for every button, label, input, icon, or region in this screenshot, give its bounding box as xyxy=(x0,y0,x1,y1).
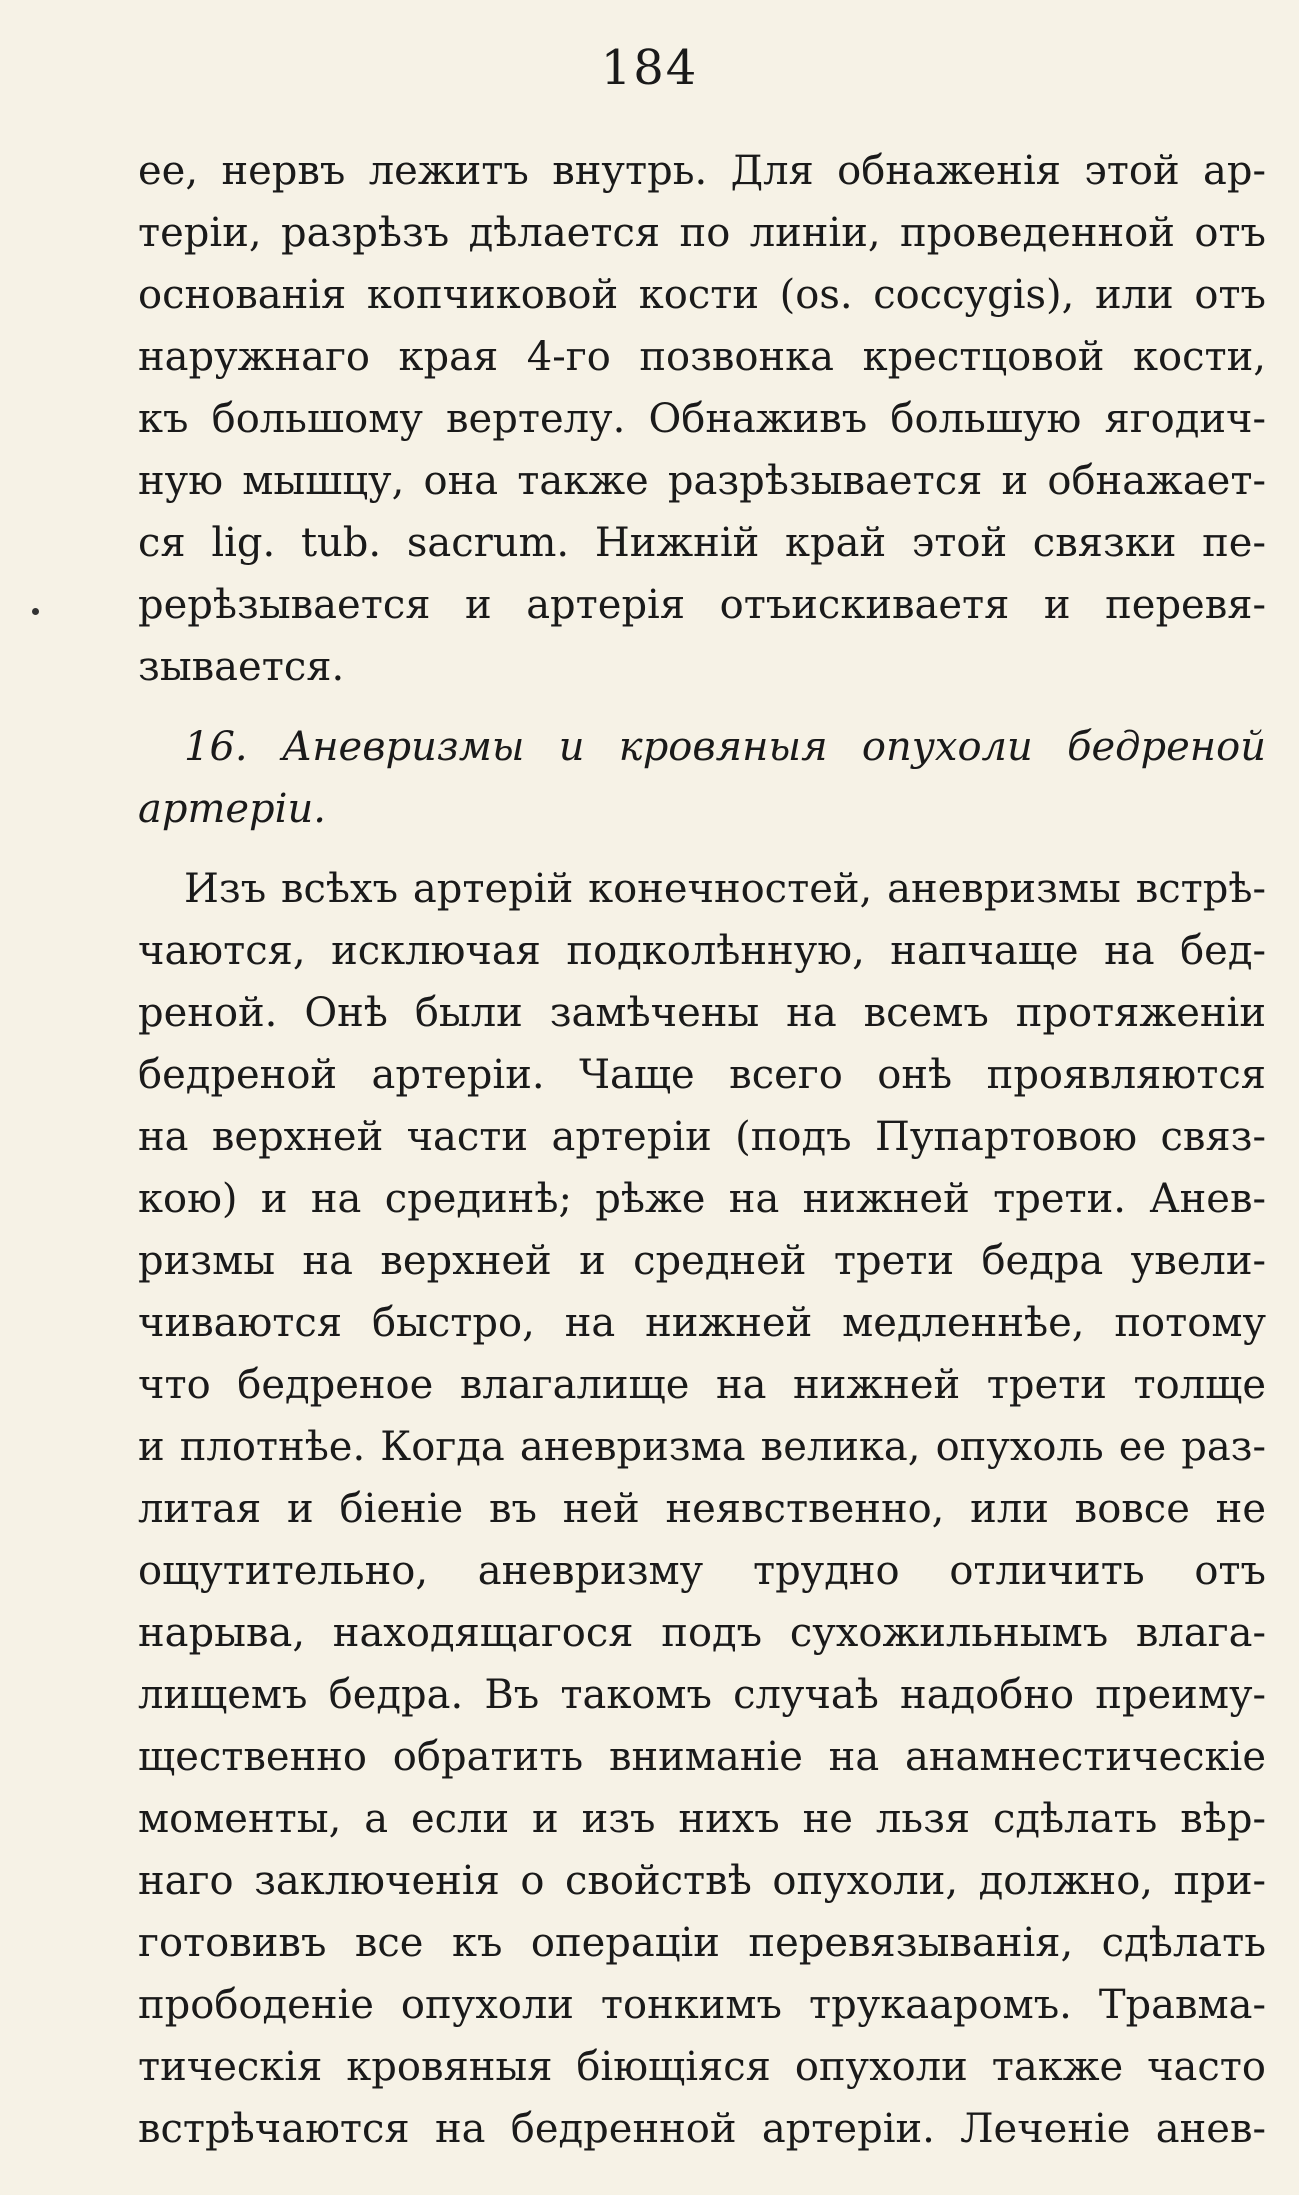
text-line: и плотнѣе. Когда аневризма велика, опухоль ее раз- xyxy=(138,1424,1266,1470)
text-line: прободеніе опухоли тонкимъ трукааромъ. Травма- xyxy=(138,1982,1266,2028)
text-line: лищемъ бедра. Въ такомъ случаѣ надобно преиму- xyxy=(138,1672,1266,1718)
text-line: ощутительно, аневризму трудно отличить отъ xyxy=(138,1548,1266,1594)
text-line: ную мышцу, она также разрѣзывается и обнажает- xyxy=(138,458,1266,504)
text-line: чиваются быстро, на нижней медленнѣе, потому xyxy=(138,1300,1266,1346)
page-number: 184 xyxy=(600,40,699,96)
text-line: ся lig. tub. sacrum. Нижній край этой связки пе- xyxy=(138,520,1266,566)
text-line: бедреной артеріи. Чаще всего онѣ проявляются xyxy=(138,1052,1266,1098)
text-line: ее, нервъ лежитъ внутрь. Для обнаженія этой ар- xyxy=(138,148,1266,194)
section-heading: 16. Аневризмы и кровяныя опухоли бедреной xyxy=(184,724,1266,770)
text-line: чаются, исключая подколѣнную, напчаще на бед- xyxy=(138,928,1266,974)
text-line: рерѣзывается и артерія отъискиваетя и перевя- xyxy=(138,582,1266,628)
text-line: литая и біеніе въ ней неявственно, или вовсе не xyxy=(138,1486,1266,1532)
text-line: тическія кровяныя біющіяся опухоли также часто xyxy=(138,2044,1266,2090)
text-line: нарыва, находящагося подъ сухожильнымъ влага- xyxy=(138,1610,1266,1656)
margin-mark xyxy=(32,608,39,615)
text-line: наго заключенія о свойствѣ опухоли, должно, при- xyxy=(138,1858,1266,1904)
text-line: основанія копчиковой кости (os. coccygis), или отъ xyxy=(138,272,1266,318)
text-line: кою) и на срединѣ; рѣже на нижней трети. Анев- xyxy=(138,1176,1266,1222)
text-line: теріи, разрѣзъ дѣлается по линіи, проведенной отъ xyxy=(138,210,1266,256)
text-line: моменты, а если и изъ нихъ не льзя сдѣлать вѣр- xyxy=(138,1796,1266,1842)
text-line: къ большому вертелу. Обнаживъ большую ягодич- xyxy=(138,396,1266,442)
text-line: ризмы на верхней и средней трети бедра увели- xyxy=(138,1238,1266,1284)
text-line: зывается. xyxy=(138,644,345,690)
text-line: что бедреное влагалище на нижней трети толще xyxy=(138,1362,1266,1408)
text-line: реной. Онѣ были замѣчены на всемъ протяженіи xyxy=(138,990,1266,1036)
text-line: встрѣчаются на бедренной артеріи. Леченіе анев- xyxy=(138,2106,1266,2152)
body-text xyxy=(138,140,1266,2160)
text-line: готовивъ все къ операціи перевязыванія, сдѣлать xyxy=(138,1920,1266,1966)
section-heading-continued: артеріи. xyxy=(138,786,326,832)
text-line: щественно обратить вниманіе на анамнестическіе xyxy=(138,1734,1266,1780)
text-line: наружнаго края 4-го позвонка крестцовой кости, xyxy=(138,334,1266,380)
text-line: на верхней части артеріи (подъ Пупартовою связ- xyxy=(138,1114,1266,1160)
text-line: Изъ всѣхъ артерій конечностей, аневризмы встрѣ- xyxy=(184,866,1266,912)
